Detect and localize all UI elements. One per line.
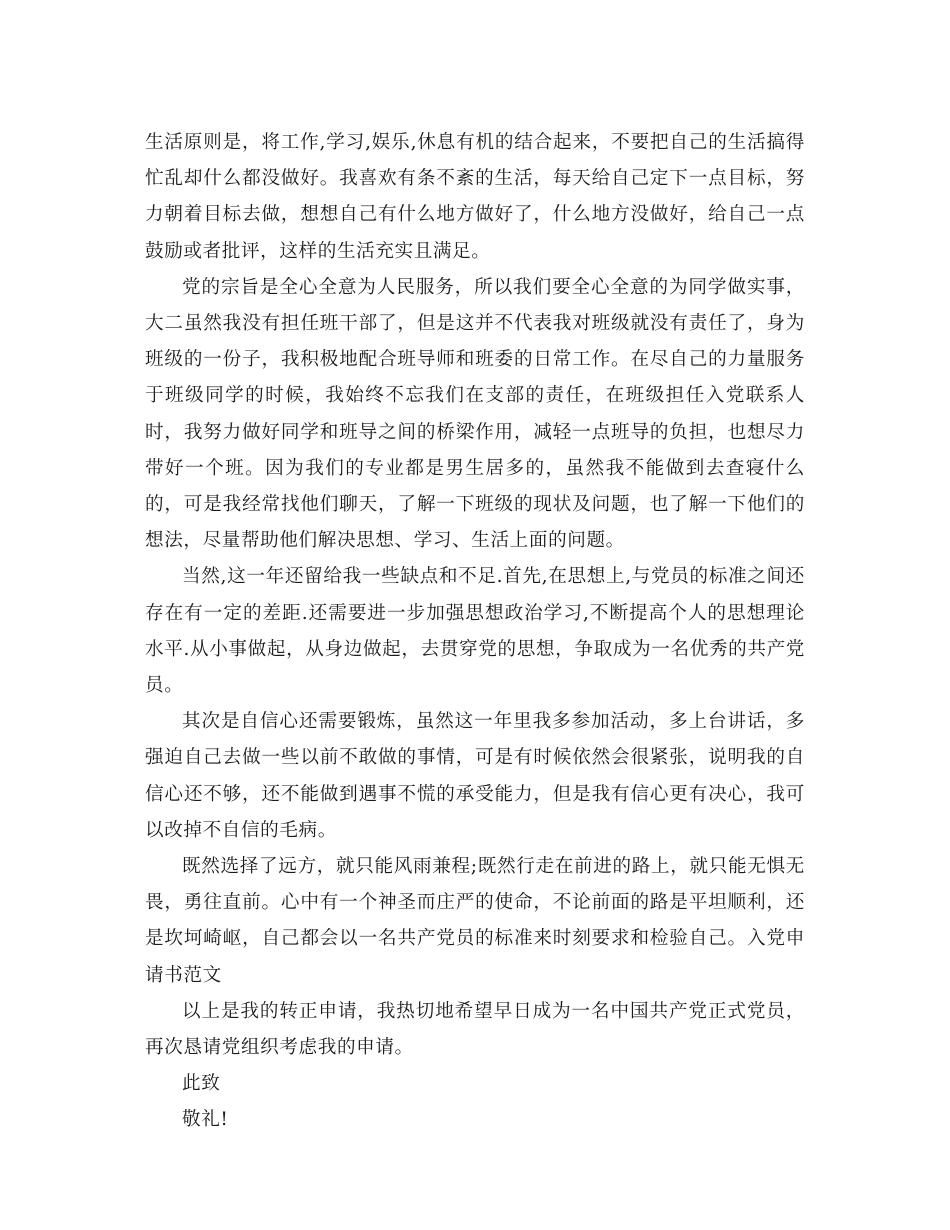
paragraph-1: 生活原则是，将工作,学习,娱乐,休息有机的结合起来，不要把自己的生活搞得忙乱却什么都没做好。我喜欢有条不紊的生活，每天给自己定下一点目标，努力朝着目标去做，想想自己有什么地方做好了，什么地方没做好，给自己一点鼓励或者批评，这样的生活充实且满足。 bbox=[145, 132, 805, 262]
paragraph-6: 以上是我的转正申请，我热切地希望早日成为一名中国共产党正式党员，再次恳请党组织考虑我的申请。 bbox=[145, 1000, 805, 1059]
paragraph-2: 党的宗旨是全心全意为人民服务，所以我们要全心全意的为同学做实事，大二虽然我没有担任班干部了，但是这并不代表我对班级就没有责任了，身为班级的一份子，我积极地配合班导师和班委的日常工作。在尽自己的力量服务于班级同学的时候，我始终不忘我们在支部的责任，在班级担任入党联系人时，我努力做好同学和班导之间的桥梁作用，减轻一点班导的负担，也想尽力带好一个班。因为我们的专业都是男生居多的，虽然我不能做到去查寝什么的，可是我经常找他们聊天，了解一下班级的现状及问题，也了解一下他们的想法，尽量帮助他们解决思想、学习、生活上面的问题。 bbox=[145, 276, 805, 552]
document-body bbox=[145, 125, 805, 1139]
closing-line-2: 敬礼! bbox=[182, 1109, 229, 1131]
paragraph-4: 其次是自信心还需要锻炼，虽然这一年里我多参加活动，多上台讲话，多强迫自己去做一些以前不敢做的事情，可是有时候依然会很紧张，说明我的自信心还不够，还不能做到遇事不慌的承受能力，但是我有信心更有决心，我可以改掉不自信的毛病。 bbox=[145, 711, 805, 841]
paragraph-5: 既然选择了远方，就只能风雨兼程;既然行走在前进的路上，就只能无惧无畏，勇往直前。心中有一个神圣而庄严的使命，不论前面的路是平坦顺利，还是坎坷崎岖，自己都会以一名共产党员的标准来时刻要求和检验自己。入党申请书范文 bbox=[145, 856, 805, 986]
paragraph-3: 当然,这一年还留给我一些缺点和不足.首先,在思想上,与党员的标准之间还存在有一定的差距.还需要进一步加强思想政治学习,不断提高个人的思想理论水平.从小事做起，从身边做起，去贯穿党的思想，争取成为一名优秀的共产党员。 bbox=[145, 566, 805, 697]
closing-line-1: 此致 bbox=[182, 1073, 221, 1095]
